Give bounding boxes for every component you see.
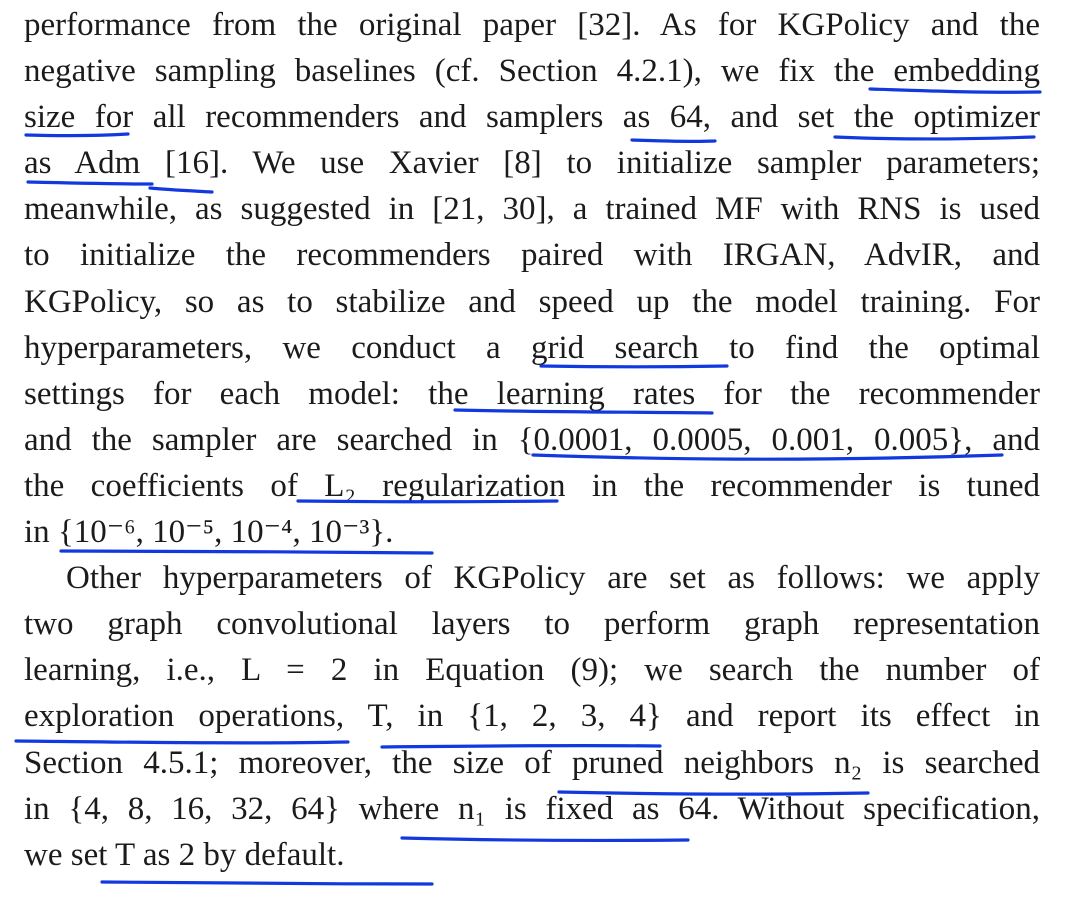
text-line-8: hyperparameters, we conduct a grid search to find the optimal [24, 329, 1040, 366]
text-line-13: Other hyperparameters of KGPolicy are set as follows: we apply [66, 560, 1040, 597]
text-line-14: two graph convolutional layers to perform graph representation [24, 606, 1040, 643]
text-line-17: Section 4.5.1; moreover, the size of pruned neighbors n₂ is searched [24, 744, 1040, 781]
text-line-3: size for all recommenders and samplers as 64, and set the optimizer [24, 99, 1040, 136]
text-line-7: KGPolicy, so as to stabilize and speed up the model training. For [24, 283, 1040, 320]
text-line-4: as Adm [16]. We use Xavier [8] to initialize sampler parameters; [24, 145, 1040, 182]
underline-default [102, 882, 432, 884]
text-line-1: performance from the original paper [32]. As for KGPolicy and the [24, 7, 1040, 43]
text-line-2: negative sampling baselines (cf. Section 4.2.1), we fix the embedding [24, 53, 1040, 90]
body-text [24, 2, 1040, 878]
text-line-11: the coefficients of L₂ regularization in the recommender is tuned [24, 467, 1040, 504]
text-line-10: and the sampler are searched in {0.0001, 0.0005, 0.001, 0.005}, and [24, 421, 1040, 458]
text-line-19: we set T as 2 by default. [24, 836, 345, 873]
text-line-12: in {10⁻⁶, 10⁻⁵, 10⁻⁴, 10⁻³}. [24, 514, 394, 551]
text-line-9: settings for each model: the learning rates for the recommender [24, 375, 1040, 412]
text-line-18: in {4, 8, 16, 32, 64} where n₁ is fixed as 64. Without specification, [24, 790, 1040, 827]
text-line-15: learning, i.e., L = 2 in Equation (9); we search the number of [24, 652, 1040, 689]
text-line-5: meanwhile, as suggested in [21, 30], a trained MF with RNS is used [24, 191, 1040, 228]
text-line-6: to initialize the recommenders paired with IRGAN, AdvIR, and [24, 237, 1040, 274]
text-line-16: exploration operations, T, in {1, 2, 3, 4} and report its effect in [24, 698, 1040, 735]
